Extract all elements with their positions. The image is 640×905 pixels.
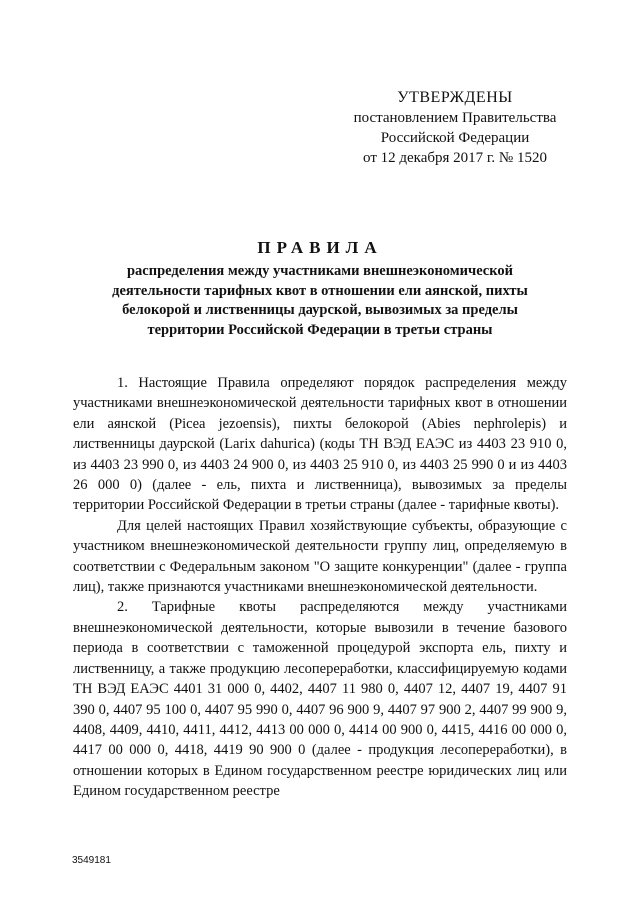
approval-line-2: Российской Федерации (380, 130, 530, 146)
paragraph-1: 1. Настоящие Правила определяют порядок распределения между участниками внешнеэкономической деятельности тарифных квот в отношении ели аянской (Picea jezoensis), пихты белокорой (Abies nephrolepis) и лиственницы даурской (Larix dahurica) (коды ТН ВЭД ЕАЭС из 4403 23 910 0, из 4403 23 990 0, из 4403 24 900 0, из 4403 25 910 0, из 4403 25 990 0 и из 4403 26 000 0) (далее - ель, пихта и лиственница), вывозимых за пределы территории Российской Федерации в третьи страны (далее - тарифные квоты). (73, 375, 567, 514)
paragraph-2: Для целей настоящих Правил хозяйствующие субъекты, образующие с участником внешнеэкономической деятельности группу лиц, определяемую в соответствии с Федеральным законом "О защите конкуренции" (далее - группа лиц), также признаются участниками внешнеэкономической деятельности. (73, 517, 567, 596)
subtitle-line-1: распределения между участниками внешнеэкономической (126, 263, 514, 279)
approval-line-1: постановлением Правительства (353, 110, 557, 126)
subtitle-line-4: территории Российской Федерации в третьи страны (147, 321, 493, 338)
approval-block (350, 88, 560, 168)
paragraph-3: 2. Тарифные квоты распределяются между участниками внешнеэкономической деятельности, которые вывозили в течение базового периода в соответствии с таможенной процедурой экспорта ель, пихту и лиственницу, а также продукцию лесопереработки, классифицируемую кодами ТН ВЭД ЕАЭС 4401 31 000 0, 4402, 4407 11 980 0, 4407 12, 4407 19, 4407 91 390 0, 4407 95 100 0, 4407 95 990 0, 4407 96 900 9, 4407 97 900 2, 4407 99 900 9, 4408, 4409, 4410, 4411, 4412, 4413 00 000 0, 4414 00 900 0, 4415, 4416 00 000 0, 4417 00 000 0, 4418, 4419 90 900 0 (далее - продукция лесопереработки), в отношении которых в Едином государственном реестре юридических лиц или Едином государственном реестре (73, 599, 567, 800)
document-subtitle (90, 262, 550, 340)
footer-document-code: 3549181 (72, 855, 111, 866)
approval-heading: УТВЕРЖДЕНЫ (397, 89, 513, 106)
approval-line-3: от 12 декабря 2017 г. № 1520 (363, 150, 547, 166)
subtitle-line-2: деятельности тарифных квот в отношении ели аянской, пихты (112, 282, 528, 299)
document-body (73, 373, 567, 802)
subtitle-line-3: белокорой и лиственницы даурской, вывозимых за пределы (122, 302, 518, 318)
document-title: ПРАВИЛА (257, 238, 383, 257)
